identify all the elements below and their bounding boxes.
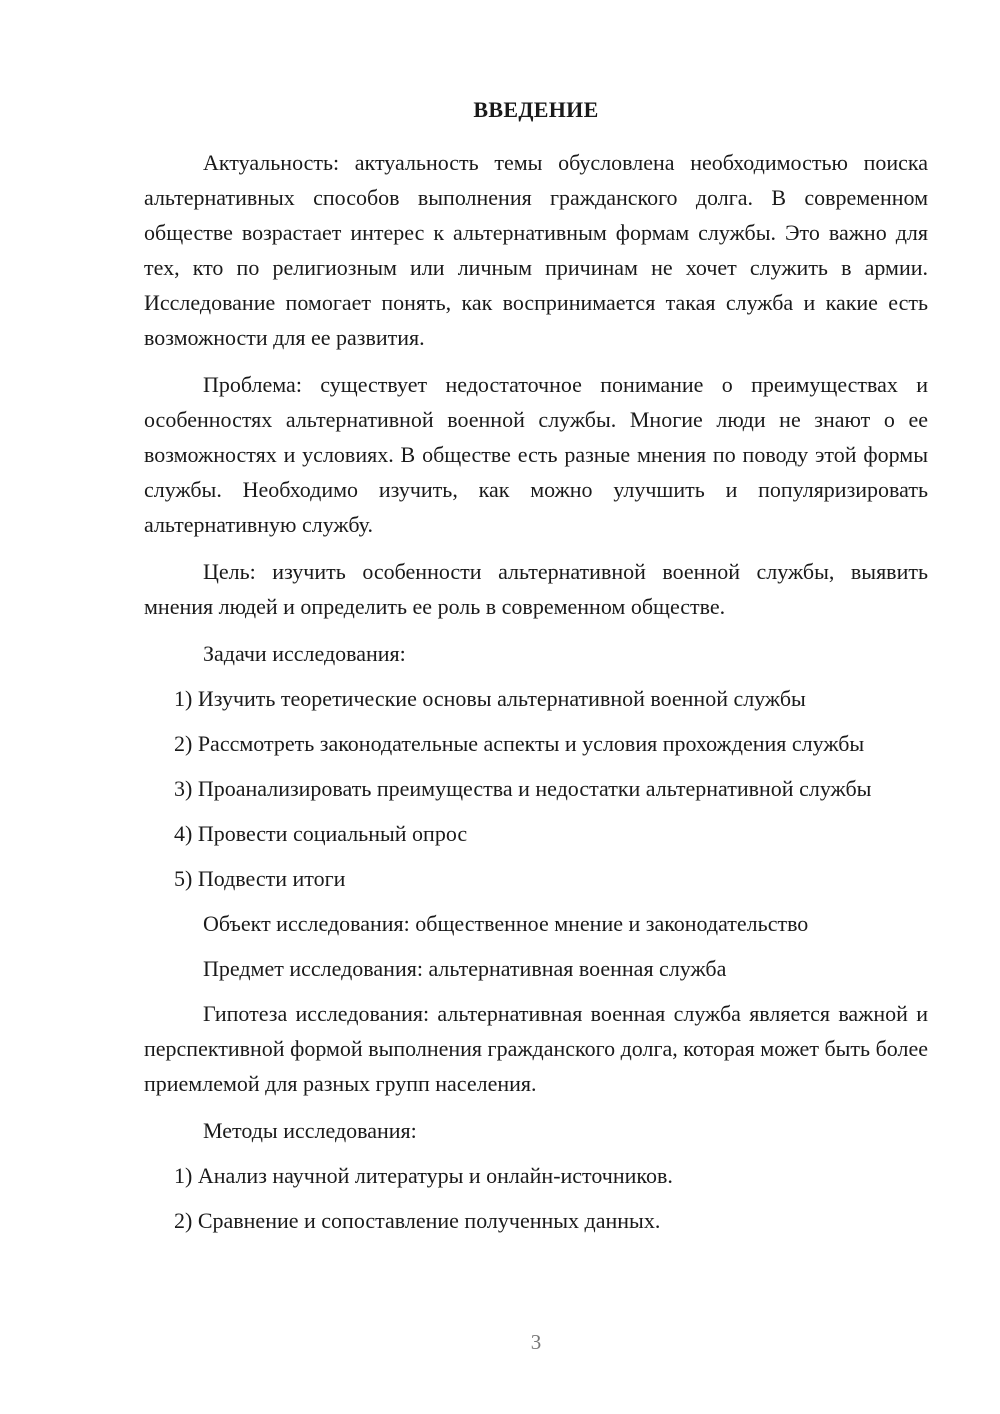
task-item: 1) Изучить теоретические основы альтернативной военной службы xyxy=(174,686,806,711)
relevance-paragraph: Актуальность: актуальность темы обусловлена необходимостью поиска альтернативных способов выполнения гражданского долга. В современном обществе возрастает интерес к альтернативным формам службы. Это важно для тех, кто по религиозным или личным причинам не хочет служить в армии. Исследование помогает понять, как воспринимается такая служба и какие есть возможности для ее развития. xyxy=(144,150,928,350)
task-item: 5) Подвести итоги xyxy=(174,866,346,891)
page-number: 3 xyxy=(530,1330,542,1354)
methods-heading: Методы исследования: xyxy=(203,1118,417,1143)
task-item: 3) Проанализировать преимущества и недостатки альтернативной службы xyxy=(174,776,872,801)
tasks-heading: Задачи исследования: xyxy=(203,641,406,666)
subject-paragraph: Предмет исследования: альтернативная военная служба xyxy=(203,956,727,981)
method-item: 2) Сравнение и сопоставление полученных данных. xyxy=(174,1208,661,1233)
page-title: ВВЕДЕНИЕ xyxy=(473,97,599,122)
method-item: 1) Анализ научной литературы и онлайн-источников. xyxy=(174,1163,673,1188)
hypothesis-paragraph: Гипотеза исследования: альтернативная военная служба является важной и перспективной формой выполнения гражданского долга, которая может быть более приемлемой для разных групп населения. xyxy=(144,1001,928,1096)
page-content xyxy=(144,95,928,1248)
task-item: 2) Рассмотреть законодательные аспекты и условия прохождения службы xyxy=(174,731,865,756)
problem-paragraph: Проблема: существует недостаточное понимание о преимуществах и особенностях альтернативной военной службы. Многие люди не знают о ее возможностях и условиях. В обществе есть разные мнения по поводу этой формы службы. Необходимо изучить, как можно улучшить и популяризировать альтернативную службу. xyxy=(144,372,928,537)
object-paragraph: Объект исследования: общественное мнение и законодательство xyxy=(203,911,809,936)
task-item: 4) Провести социальный опрос xyxy=(174,821,468,846)
goal-paragraph: Цель: изучить особенности альтернативной военной службы, выявить мнения людей и определить ее роль в современном обществе. xyxy=(144,559,928,619)
